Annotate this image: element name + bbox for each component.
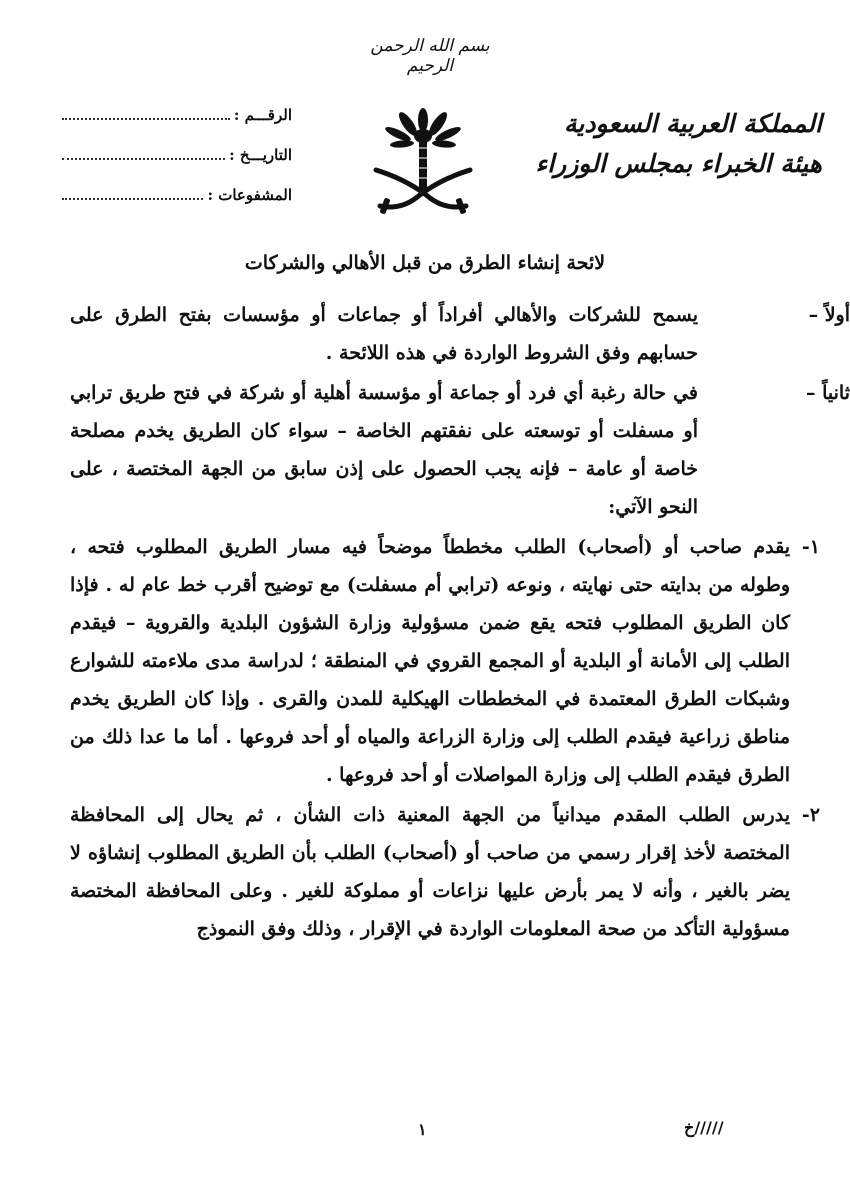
item-number: ١-	[801, 536, 820, 558]
reference-number-label: الرقـــم :	[233, 106, 292, 124]
continuation-mark: /////خ	[684, 1118, 724, 1137]
clause-label: ثانياً –	[805, 382, 850, 404]
item-number: ٢-	[801, 804, 820, 826]
reference-number-field	[62, 104, 292, 144]
document-body	[70, 296, 850, 950]
date-label: التاريـــخ :	[229, 146, 292, 164]
attachments-dots	[62, 184, 203, 200]
reference-number-dots	[62, 104, 230, 120]
attachments-field	[62, 184, 292, 224]
date-dots	[62, 144, 225, 160]
date-field	[62, 144, 292, 184]
document-title: لائحة إنشاء الطرق من قبل الأهالي والشركات	[244, 252, 606, 274]
clause-text: في حالة رغبة أي فرد أو جماعة أو مؤسسة أهلية أو شركة في فتح طريق ترابي أو مسفلت أو توسعته على نفقتهم الخاصة – سواء كان الطريق يخدم مصلحة خاصة أو عامة – فإنه يجب الحصول على إذن سابق من الجهة المختصة ، على النحو الآتي:	[70, 382, 698, 518]
reference-fields	[62, 104, 292, 224]
clause-text: يسمح للشركات والأهالي أفراداً أو جماعات أو مؤسسات بفتح الطرق على حسابهم وفق الشروط الواردة في هذه اللائحة .	[70, 304, 698, 364]
list-item-1	[70, 528, 820, 794]
item-text: يقدم صاحب أو (أصحاب) الطلب مخططاً موضحاً فيه مسار الطريق المطلوب فتحه ، وطوله من بدايته حتى نهايته ، ونوعه (ترابي أم مسفلت) مع توضيح أقرب خط عام له . فإذا كان الطريق المطلوب فتحه يقع ضمن مسؤولية وزارة الشؤون البلدية والقروية – فيقدم الطلب إلى الأمانة أو البلدية أو المجمع القروي في المنطقة ؛ لدراسة مدى ملاءمته للشوارع وشبكات الطرق المعتمدة في المخططات الهيكلية للمدن والقرى . وإذا كان الطريق يخدم مناطق زراعية فيقدم الطلب إلى وزارة الزراعة والمياه أو أحد فروعها . أما ما عدا ذلك من الطرق فيقدم الطلب إلى وزارة المواصلات أو أحد فروعها .	[70, 536, 791, 786]
clause-second	[70, 374, 850, 526]
page-number: ١	[418, 1120, 427, 1139]
basmala: بسم الله الرحمن الرحيم	[370, 36, 490, 76]
organization-header	[522, 104, 822, 184]
clause-first	[70, 296, 850, 372]
clause-label: أولاً –	[808, 304, 850, 326]
item-text: يدرس الطلب المقدم ميدانياً من الجهة المعنية ذات الشأن ، ثم يحال إلى المحافظة المختصة لأخذ إقرار رسمي من صاحب أو (أصحاب) الطلب بأن الطريق المطلوب إنشاؤه لا يضر بالغير ، وأنه لا يمر بأرض عليها نزاعات أو مملوكة للغير . وعلى المحافظة المختصة مسؤولية التأكد من صحة المعلومات الواردة في الإقرار ، وذلك وفق النموذج	[70, 804, 790, 940]
saudi-emblem-icon	[368, 98, 478, 216]
list-item-2	[70, 796, 820, 948]
org-name-line1: المملكة العربية السعودية	[563, 109, 822, 138]
attachments-label: المشفوعات :	[207, 186, 292, 204]
org-name-line2: هيئة الخبراء بمجلس الوزراء	[535, 149, 822, 178]
